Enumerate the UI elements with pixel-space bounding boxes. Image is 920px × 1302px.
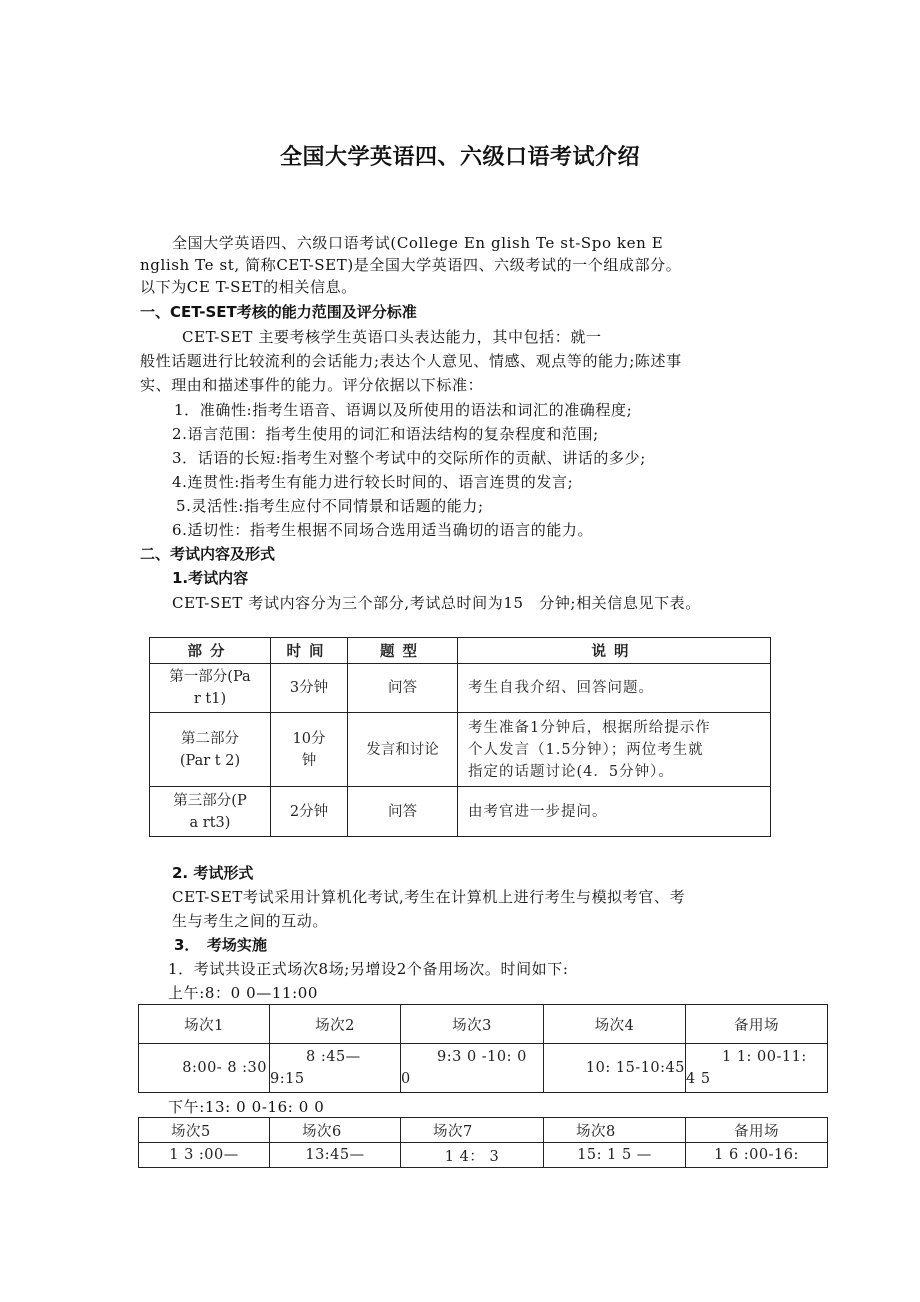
header-backup: 备用场 (686, 1118, 828, 1143)
cell-desc: 考生自我介绍、回答问题。 (458, 664, 771, 713)
criterion-6: 6.适切性：指考生根据不同场合选用适当确切的语言的能力。 (172, 521, 594, 539)
table-row (150, 713, 771, 787)
header-session-4: 场次4 (544, 1005, 686, 1044)
table-row (139, 1143, 828, 1168)
header-part: 部分 (150, 638, 271, 664)
table-row (139, 1044, 828, 1093)
header-backup: 备用场 (686, 1005, 828, 1044)
intro-line-1: 全国大学英语四、六级口语考试(College En glish Te st-Spo ken E (172, 234, 664, 252)
cell-time: 15: 1 5 — (544, 1143, 686, 1168)
header-session-3: 场次3 (401, 1005, 544, 1044)
section2-heading: 二、考试内容及形式 (140, 545, 276, 563)
subsection-format-body-2: 生与考生之间的互动。 (172, 912, 329, 930)
table-row (150, 664, 771, 713)
criterion-1: 1．准确性:指考生语音、语调以及所使用的语法和词汇的准确程度; (174, 401, 633, 419)
cell-part: 第一部分(Pa r t1) (150, 664, 271, 713)
cell-part: 第二部分 (Par t 2) (150, 713, 271, 787)
cell-time: 1 3 :00— (139, 1143, 270, 1168)
cell-time: 1 4： 3 (401, 1143, 544, 1168)
header-time: 时间 (271, 638, 348, 664)
cell-time: 1 6 :00-16: (686, 1143, 828, 1168)
subsection-format-heading: 2. 考试形式 (172, 864, 254, 882)
criterion-3: 3．话语的长短:指考生对整个考试中的交际所作的贡献、讲话的多少; (172, 449, 646, 467)
subsection-content-heading: 1.考试内容 (172, 569, 249, 587)
header-session-7: 场次7 (401, 1118, 544, 1143)
criterion-5: 5.灵活性:指考生应付不同情景和话题的能力; (176, 497, 484, 515)
table-header-row (139, 1118, 828, 1143)
header-session-1: 场次1 (139, 1005, 270, 1044)
cell-time: 10: 15-10:45 (544, 1044, 686, 1093)
cell-time: 1 1: 00-11: 4 5 (686, 1044, 828, 1093)
afternoon-schedule-table (138, 1117, 828, 1168)
cell-type: 问答 (348, 664, 458, 713)
morning-schedule-table (138, 1004, 828, 1093)
header-session-5: 场次5 (139, 1118, 270, 1143)
cell-type: 问答 (348, 787, 458, 837)
cell-type: 发言和讨论 (348, 713, 458, 787)
section1-body-2: 般性话题进行比较流利的会话能力;表达个人意见、情感、观点等的能力;陈述事 (140, 352, 682, 370)
header-type: 题型 (348, 638, 458, 664)
header-desc: 说明 (458, 638, 771, 664)
header-session-2: 场次2 (270, 1005, 401, 1044)
morning-label: 上午:8：0 0—11:00 (168, 984, 319, 1002)
subsection-content-body: CET-SET 考试内容分为三个部分,考试总时间为15 分钟;相关信息见下表。 (172, 594, 701, 612)
cell-time: 13:45— (270, 1143, 401, 1168)
header-session-8: 场次8 (544, 1118, 686, 1143)
cell-time: 2分钟 (271, 787, 348, 837)
section1-heading: 一、CET-SET考核的能力范围及评分标准 (140, 303, 417, 321)
subsection-venue-heading: 3． 考场实施 (174, 936, 267, 954)
cell-time: 8 :45— 9:15 (270, 1044, 401, 1093)
subsection-format-body-1: CET-SET考试采用计算机化考试,考生在计算机上进行考生与模拟考官、考 (172, 888, 686, 906)
table-header-row (139, 1005, 828, 1044)
section1-body-1: CET-SET 主要考核学生英语口头表达能力，其中包括：就一 (182, 328, 602, 346)
cell-time: 3分钟 (271, 664, 348, 713)
venue-line-1: 1．考试共设正式场次8场;另增设2个备用场次。时间如下: (168, 960, 569, 978)
exam-content-table (149, 637, 771, 837)
section1-body-3: 实、理由和描述事件的能力。评分依据以下标准： (140, 376, 484, 394)
header-session-6: 场次6 (270, 1118, 401, 1143)
document-title: 全国大学英语四、六级口语考试介绍 (279, 145, 640, 170)
intro-line-3: 以下为CE T-SET的相关信息。 (140, 278, 357, 296)
criterion-4: 4.连贯性:指考生有能力进行较长时间的、语言连贯的发言; (172, 473, 574, 491)
cell-desc: 由考官进一步提问。 (458, 787, 771, 837)
table-header-row (150, 638, 771, 664)
afternoon-label: 下午:13: 0 0-16: 0 0 (168, 1098, 325, 1116)
cell-time: 8:00- 8 :30 (139, 1044, 270, 1093)
criterion-2: 2.语言范围：指考生使用的词汇和语法结构的复杂程度和范围; (172, 425, 599, 443)
cell-desc: 考生准备1分钟后，根据所给提示作 个人发言（1.5分钟）；两位考生就 指定的话题讨论(4．5分钟）。 (458, 713, 771, 787)
intro-line-2: nglish Te st, 简称CET-SET)是全国大学英语四、六级考试的一个组成部分。 (140, 256, 682, 274)
table-row (150, 787, 771, 837)
cell-time: 10分 钟 (271, 713, 348, 787)
cell-part: 第三部分(P a rt3) (150, 787, 271, 837)
cell-time: 9:3 0 -10: 0 0 (401, 1044, 544, 1093)
